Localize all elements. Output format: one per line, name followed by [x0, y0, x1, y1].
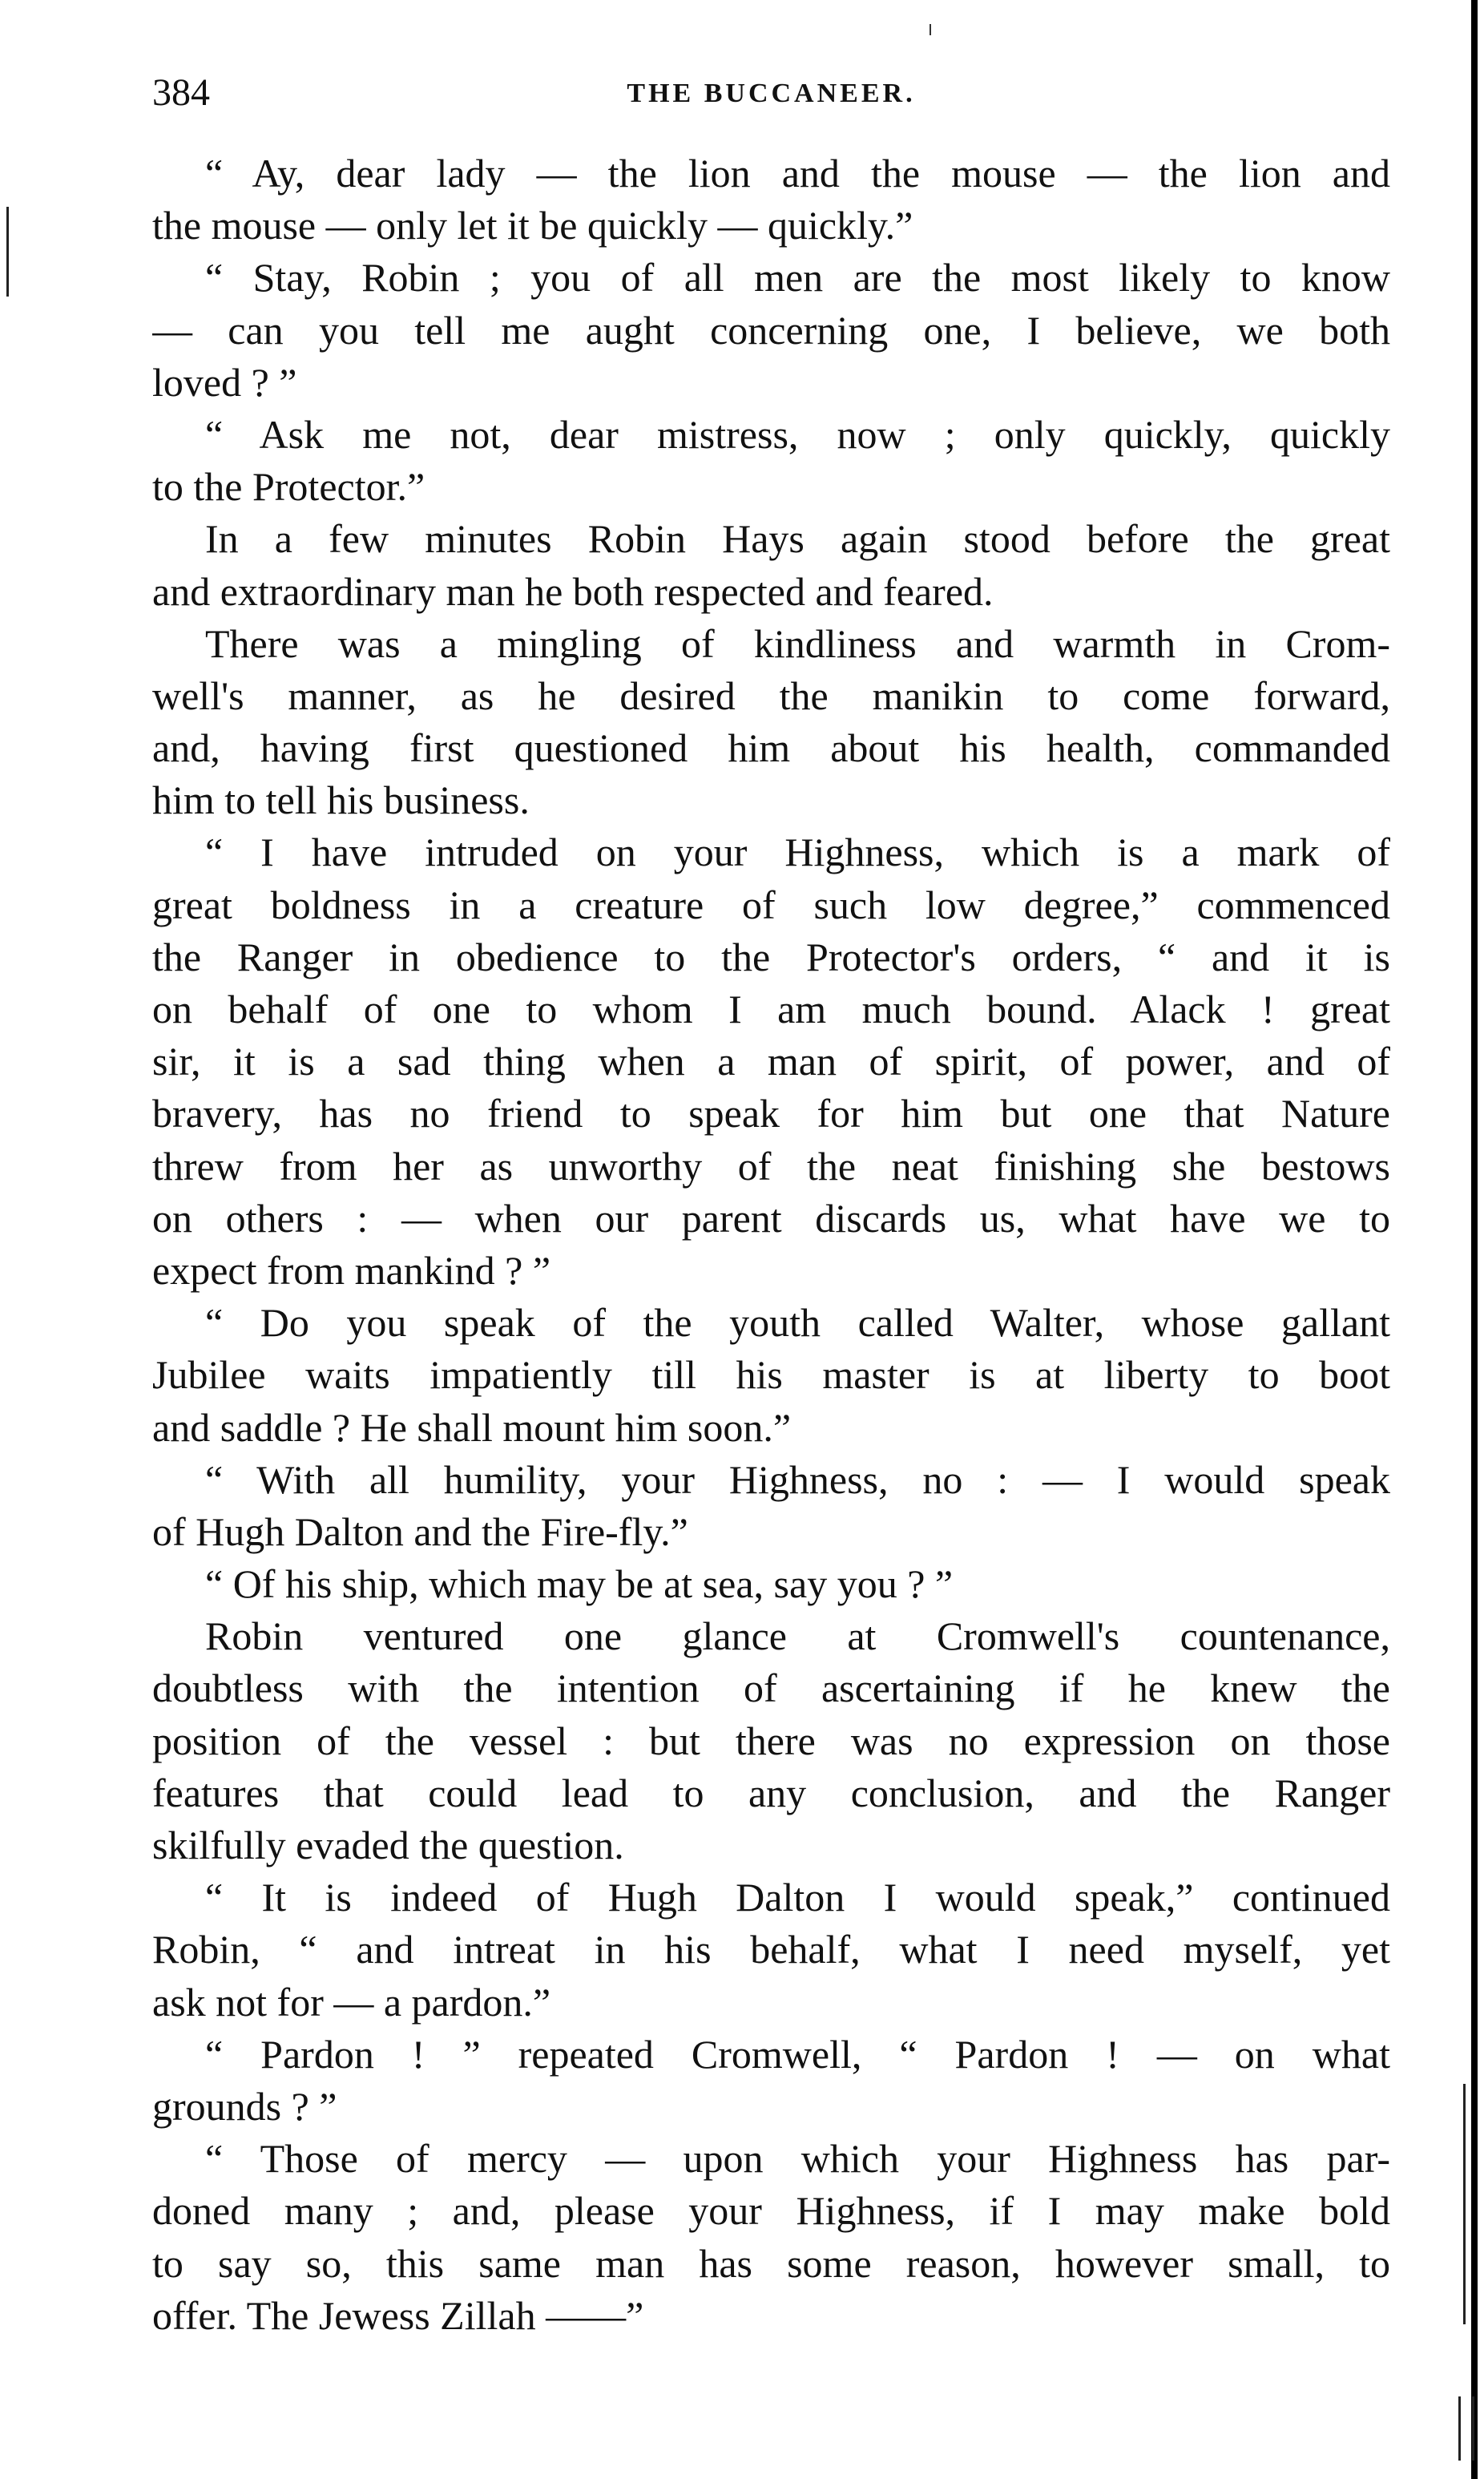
text-line: on behalf of one to whom I am much bound. Alack ! great	[152, 987, 1390, 1032]
text-line: “ It is indeed of Hugh Dalton I would speak,” continued	[205, 1875, 1390, 1920]
text-line: Robin, “ and intreat in his behalf, what I need myself, yet	[152, 1927, 1390, 1972]
text-line: ask not for — a pardon.”	[152, 1979, 551, 2025]
text-line: “ Ay, dear lady — the lion and the mouse — the lion and	[205, 151, 1390, 196]
text-line: doubtless with the intention of ascertaining if he knew the	[152, 1665, 1390, 1711]
text-line: and extraordinary man he both respected and feared.	[152, 568, 994, 614]
text-line: “ Ask me not, dear mistress, now ; only quickly, quickly	[205, 411, 1390, 457]
text-line: There was a mingling of kindliness and warmth in Crom-	[205, 620, 1390, 666]
text-line: threw from her as unworthy of the neat finishing she bestows	[152, 1143, 1390, 1189]
text-line: “ With all humility, your Highness, no : — I would speak	[205, 1456, 1390, 1502]
text-line: skilfully evaded the question.	[152, 1823, 624, 1867]
text-line: doned many ; and, please your Highness, if I may make bold	[152, 2188, 1390, 2234]
page-number: 384	[152, 71, 210, 114]
text-line: well's manner, as he desired the manikin to come forward,	[152, 672, 1390, 718]
text-line: “ I have intruded on your Highness, which is a mark of	[205, 830, 1390, 875]
text-line: grounds ? ”	[152, 2083, 337, 2129]
text-line: of Hugh Dalton and the Fire-fly.”	[152, 1508, 688, 1554]
text-line: him to tell his business.	[152, 777, 530, 823]
text-line: Robin ventured one glance at Cromwell's countenance,	[205, 1613, 1390, 1659]
text-line: “ Pardon ! ” repeated Cromwell, “ Pardon ! — on what	[205, 2031, 1390, 2077]
page-edge-mark	[1458, 2396, 1474, 2461]
running-title: THE BUCCANEER.	[627, 79, 916, 108]
text-line: to say so, this same man has some reason, however small, to	[152, 2240, 1390, 2286]
text-line: “ Of his ship, which may be at sea, say you ? ”	[205, 1561, 954, 1607]
page-header	[152, 71, 1390, 119]
page-body-text	[152, 147, 1390, 2342]
text-line: “ Those of mercy — upon which your Highness has par-	[205, 2136, 1390, 2182]
text-line: “ Stay, Robin ; you of all men are the most likely to know	[205, 255, 1390, 301]
page-edge-shadow	[1463, 2084, 1466, 2324]
text-line: to the Protector.”	[152, 464, 425, 510]
text-line: expect from mankind ? ”	[152, 1247, 551, 1293]
text-line: the Ranger in obedience to the Protector's orders, “ and it is	[152, 934, 1390, 979]
scan-margin-mark	[6, 207, 9, 297]
text-line: Jubilee waits impatiently till his master is at liberty to boot	[152, 1352, 1390, 1398]
text-line: on others : — when our parent discards us, what have we to	[152, 1195, 1390, 1241]
text-line: features that could lead to any conclusion, and the Ranger	[152, 1770, 1390, 1815]
text-line: offer. The Jewess Zillah ——”	[152, 2292, 644, 2338]
text-line: great boldness in a creature of such low degree,” commenced	[152, 882, 1390, 927]
text-line: In a few minutes Robin Hays again stood before the great	[205, 516, 1390, 562]
scan-mark	[930, 24, 931, 35]
text-line: and, having first questioned him about his health, commanded	[152, 725, 1390, 771]
text-line: bravery, has no friend to speak for him but one that Nature	[152, 1091, 1390, 1137]
text-line: position of the vessel : but there was no expression on those	[152, 1718, 1390, 1763]
text-line: “ Do you speak of the youth called Walter, whose gallant	[205, 1300, 1390, 1346]
page-edge-border	[1471, 0, 1478, 2479]
text-line: — can you tell me aught concerning one, I believe, we both	[152, 307, 1390, 353]
text-line: the mouse — only let it be quickly — quickly.”	[152, 203, 913, 248]
text-line: sir, it is a sad thing when a man of spirit, of power, and of	[152, 1039, 1390, 1084]
text-line: loved ? ”	[152, 359, 297, 405]
text-line: and saddle ? He shall mount him soon.”	[152, 1404, 792, 1450]
